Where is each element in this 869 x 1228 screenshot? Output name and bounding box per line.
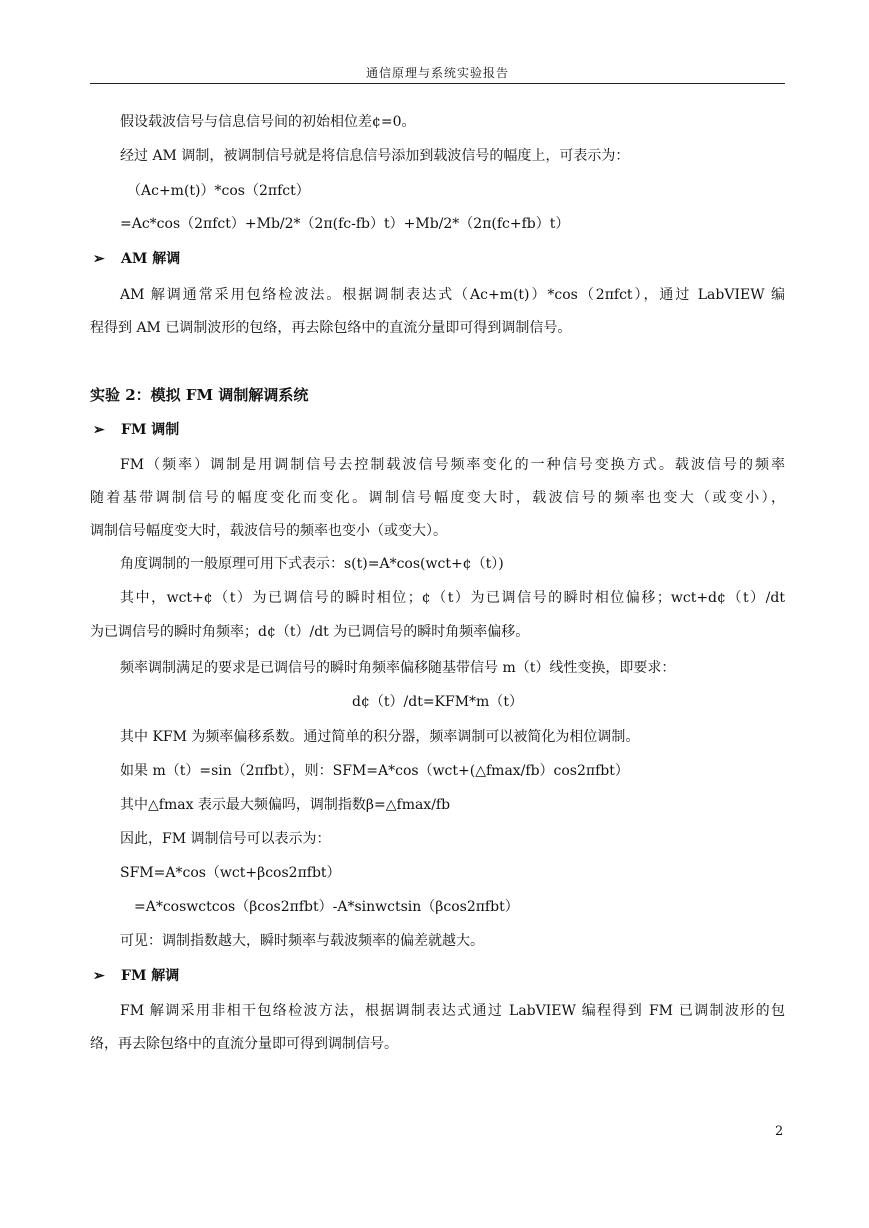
arrow-bullet-icon: ➢ xyxy=(93,968,105,984)
paragraph-line: FM 解调采用非相干包络检波方法，根据调制表达式通过 LabVIEW 编程得到 FM 已调制波形的包 xyxy=(120,1003,785,1019)
paragraph-line: 经过 AM 调制，被调制信号就是将信息信号添加到载波信号的幅度上，可表示为： xyxy=(120,148,630,164)
bullet-heading-text: FM 调制 xyxy=(121,422,180,438)
paragraph-line: 因此，FM 调制信号可以表示为： xyxy=(120,831,331,847)
bullet-heading-text: FM 解调 xyxy=(121,968,180,984)
paragraph-line: AM 解调通常采用包络检波法。根据调制表达式（Ac+m(t)）*cos（2πfct），通过 LabVIEW 编 xyxy=(120,287,785,303)
formula-line: =Ac*cos（2πfct）+Mb/2*（2π(fc-fb）t）+Mb/2*（2π(fc+fb）t） xyxy=(120,216,570,232)
paragraph-line: 频率调制满足的要求是已调信号的瞬时角频率偏移随基带信号 m（t）线性变换，即要求： xyxy=(120,660,676,676)
paragraph-line: 程得到 AM 已调制波形的包络，再去除包络中的直流分量即可得到调制信号。 xyxy=(90,320,572,336)
arrow-bullet-icon: ➢ xyxy=(93,251,105,267)
paragraph-line: 其中，wct+¢（t）为已调信号的瞬时相位；¢（t）为已调信号的瞬时相位偏移；wct+d¢（t）/dt xyxy=(120,590,785,606)
formula-line: d¢（t）/dt=KFM*m（t） xyxy=(352,694,523,710)
bullet-heading-text: AM 解调 xyxy=(121,251,181,267)
paragraph-line: 随着基带调制信号的幅度变化而变化。调制信号幅度变大时，载波信号的频率也变大（或变小）， xyxy=(90,490,785,506)
formula-line: 如果 m（t）=sin（2πfbt），则：SFM=A*cos（wct+(△fmax/fb）cos2πfbt） xyxy=(120,763,629,779)
bullet-heading xyxy=(93,249,180,269)
page-header-title: 通信原理与系统实验报告 xyxy=(365,66,509,80)
formula-line: （Ac+m(t)）*cos（2πfct） xyxy=(127,183,310,199)
page-number: 2 xyxy=(775,1124,784,1139)
paragraph-line: 其中 KFM 为频率偏移系数。通过简单的积分器，频率调制可以被简化为相位调制。 xyxy=(120,729,640,745)
paragraph-line: 调制信号幅度变大时，载波信号的频率也变小（或变大）。 xyxy=(90,523,447,539)
paragraph-line: 角度调制的一般原理可用下式表示：s(t)=A*cos(wct+¢（t）) xyxy=(120,556,504,572)
bullet-heading xyxy=(93,966,179,986)
formula-line: SFM=A*cos（wct+βcos2πfbt） xyxy=(120,865,341,881)
arrow-bullet-icon: ➢ xyxy=(93,422,105,438)
formula-line: =A*coswctcos（βcos2πfbt）-A*sinwctsin（βcos2πfbt） xyxy=(134,899,519,915)
paragraph-line: 可见：调制指数越大，瞬时频率与载波频率的偏差就越大。 xyxy=(120,933,484,949)
paragraph-line: 为已调信号的瞬时角频率；d¢（t）/dt 为已调信号的瞬时角频率偏移。 xyxy=(90,624,530,640)
paragraph-line: FM（频率）调制是用调制信号去控制载波信号频率变化的一种信号变换方式。载波信号的频率 xyxy=(120,457,785,473)
paragraph-line: 假设载波信号与信息信号间的初始相位差¢=0。 xyxy=(120,114,416,130)
bullet-heading xyxy=(93,420,179,440)
section-heading: 实验 2：模拟 FM 调制解调系统 xyxy=(90,386,309,404)
paragraph-line: 络，再去除包络中的直流分量即可得到调制信号。 xyxy=(90,1036,398,1052)
paragraph-line: 其中△fmax 表示最大频偏吗，调制指数β=△fmax/fb xyxy=(120,797,451,813)
header-rule xyxy=(90,83,785,84)
